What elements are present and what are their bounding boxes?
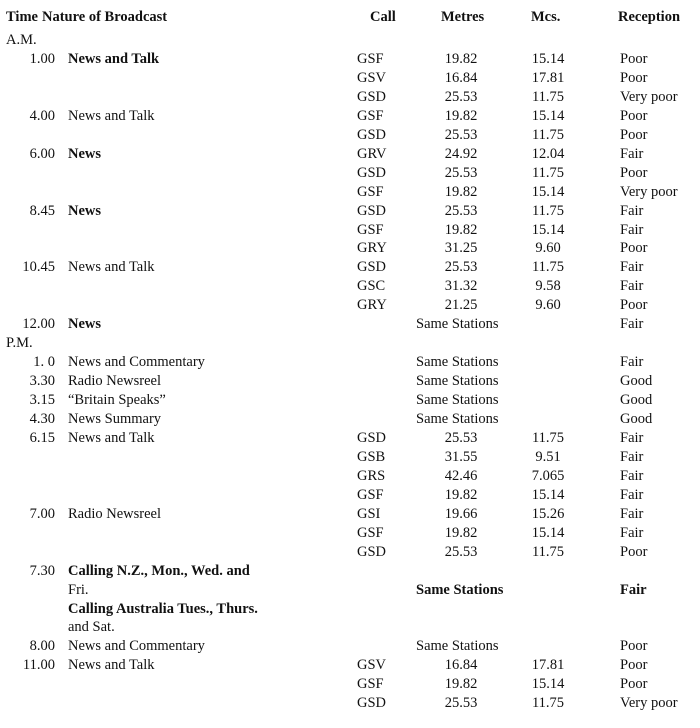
- programme-cell: “Britain Speaks”: [68, 392, 166, 408]
- mcs-cell: 15.14: [531, 184, 565, 200]
- reception-cell: Fair: [620, 582, 647, 598]
- time-cell: 6.15: [29, 430, 55, 446]
- mcs-cell: 11.75: [531, 89, 565, 105]
- mcs-cell: 15.14: [531, 487, 565, 503]
- time-cell: 1. 0: [33, 354, 55, 370]
- reception-cell: Fair: [620, 468, 644, 484]
- same-stations-cell: Same Stations: [416, 392, 499, 408]
- call-sign-cell: GSD: [357, 430, 387, 446]
- mcs-cell: 15.14: [531, 51, 565, 67]
- metres-cell: 19.82: [444, 108, 478, 124]
- reception-cell: Fair: [620, 146, 644, 162]
- metres-cell: 25.53: [444, 695, 478, 711]
- metres-cell: 31.25: [444, 240, 478, 256]
- programme-cell: News: [68, 146, 102, 162]
- reception-cell: Poor: [620, 108, 648, 124]
- programme-cell: News and Talk: [68, 430, 155, 446]
- metres-cell: 42.46: [444, 468, 478, 484]
- call-sign-cell: GSF: [357, 108, 384, 124]
- mcs-cell: 9.51: [535, 449, 561, 465]
- reception-cell: Fair: [620, 506, 644, 522]
- header-mcs: Mcs.: [531, 9, 561, 25]
- metres-cell: 24.92: [444, 146, 478, 162]
- mcs-cell: 15.14: [531, 108, 565, 124]
- reception-cell: Poor: [620, 297, 648, 313]
- programme-cell: News and Talk: [68, 259, 155, 275]
- programme-cell: News: [68, 203, 102, 219]
- call-sign-cell: GSF: [357, 525, 384, 541]
- mcs-cell: 11.75: [531, 127, 565, 143]
- call-sign-cell: GSD: [357, 203, 387, 219]
- reception-cell: Fair: [620, 222, 644, 238]
- reception-cell: Poor: [620, 51, 648, 67]
- mcs-cell: 17.81: [531, 657, 565, 673]
- call-sign-cell: GSF: [357, 487, 384, 503]
- metres-cell: 16.84: [444, 70, 478, 86]
- reception-cell: Poor: [620, 638, 648, 654]
- time-cell: 12.00: [22, 316, 55, 332]
- time-cell: 10.45: [22, 259, 55, 275]
- call-sign-cell: GRY: [357, 297, 387, 313]
- programme-cell: News and Commentary: [68, 638, 205, 654]
- programme-cell: Calling Australia Tues., Thurs.: [68, 601, 258, 617]
- reception-cell: Fair: [620, 430, 644, 446]
- reception-cell: Poor: [620, 240, 648, 256]
- header-reception: Reception: [618, 9, 681, 25]
- time-cell: 3.30: [29, 373, 55, 389]
- call-sign-cell: GRV: [357, 146, 387, 162]
- header-time: Time: [6, 9, 38, 25]
- metres-cell: 31.32: [444, 278, 478, 294]
- mcs-cell: 11.75: [531, 430, 565, 446]
- programme-cell: Fri.: [68, 582, 89, 598]
- call-sign-cell: GSD: [357, 695, 387, 711]
- time-cell: 7.00: [29, 506, 55, 522]
- metres-cell: 16.84: [444, 657, 478, 673]
- programme-cell: News and Talk: [68, 657, 155, 673]
- call-sign-cell: GSB: [357, 449, 386, 465]
- same-stations-cell: Same Stations: [416, 638, 499, 654]
- programme-cell: News and Talk: [68, 51, 160, 67]
- metres-cell: 25.53: [444, 203, 478, 219]
- mcs-cell: 15.14: [531, 525, 565, 541]
- programme-cell: and Sat.: [68, 619, 115, 635]
- call-sign-cell: GSD: [357, 127, 387, 143]
- metres-cell: 19.82: [444, 525, 478, 541]
- call-sign-cell: GSF: [357, 676, 384, 692]
- time-cell: 11.00: [22, 657, 55, 673]
- metres-cell: 19.82: [444, 487, 478, 503]
- reception-cell: Very poor: [620, 695, 678, 711]
- call-sign-cell: GSF: [357, 184, 384, 200]
- mcs-cell: 11.75: [531, 259, 565, 275]
- same-stations-cell: Same Stations: [416, 316, 499, 332]
- mcs-cell: 9.60: [535, 297, 561, 313]
- call-sign-cell: GSD: [357, 165, 387, 181]
- reception-cell: Good: [620, 373, 653, 389]
- mcs-cell: 11.75: [531, 695, 565, 711]
- header-call: Call: [370, 9, 396, 25]
- call-sign-cell: GRS: [357, 468, 386, 484]
- reception-cell: Good: [620, 392, 653, 408]
- metres-cell: 25.53: [444, 259, 478, 275]
- time-cell: 6.00: [29, 146, 55, 162]
- mcs-cell: 9.58: [535, 278, 561, 294]
- time-cell: 8.45: [29, 203, 55, 219]
- programme-cell: News: [68, 316, 102, 332]
- mcs-cell: 15.26: [531, 506, 565, 522]
- metres-cell: 19.82: [444, 676, 478, 692]
- mcs-cell: 11.75: [531, 203, 565, 219]
- reception-cell: Fair: [620, 354, 644, 370]
- same-stations-cell: Same Stations: [416, 582, 504, 598]
- programme-cell: News and Talk: [68, 108, 155, 124]
- call-sign-cell: GSD: [357, 544, 387, 560]
- call-sign-cell: GSV: [357, 657, 387, 673]
- reception-cell: Good: [620, 411, 653, 427]
- metres-cell: 25.53: [444, 89, 478, 105]
- reception-cell: Poor: [620, 127, 648, 143]
- metres-cell: 19.66: [444, 506, 478, 522]
- metres-cell: 19.82: [444, 184, 478, 200]
- reception-cell: Poor: [620, 544, 648, 560]
- programme-cell: Radio Newsreel: [68, 373, 162, 389]
- same-stations-cell: Same Stations: [416, 373, 499, 389]
- reception-cell: Fair: [620, 449, 644, 465]
- metres-cell: 19.82: [444, 222, 478, 238]
- mcs-cell: 12.04: [531, 146, 565, 162]
- time-cell: 8.00: [29, 638, 55, 654]
- reception-cell: Fair: [620, 525, 644, 541]
- mcs-cell: 15.14: [531, 222, 565, 238]
- reception-cell: Very poor: [620, 184, 678, 200]
- mcs-cell: 9.60: [535, 240, 561, 256]
- programme-cell: News Summary: [68, 411, 162, 427]
- mcs-cell: 11.75: [531, 165, 565, 181]
- call-sign-cell: GSI: [357, 506, 381, 522]
- reception-cell: Poor: [620, 70, 648, 86]
- metres-cell: 25.53: [444, 165, 478, 181]
- metres-cell: 25.53: [444, 430, 478, 446]
- same-stations-cell: Same Stations: [416, 411, 499, 427]
- mcs-cell: 11.75: [531, 544, 565, 560]
- programme-cell: Calling N.Z., Mon., Wed. and: [68, 563, 250, 579]
- mcs-cell: 15.14: [531, 676, 565, 692]
- metres-cell: 31.55: [444, 449, 478, 465]
- call-sign-cell: GSD: [357, 259, 387, 275]
- same-stations-cell: Same Stations: [416, 354, 499, 370]
- reception-cell: Fair: [620, 259, 644, 275]
- reception-cell: Fair: [620, 278, 644, 294]
- metres-cell: 19.82: [444, 51, 478, 67]
- reception-cell: Fair: [620, 203, 644, 219]
- reception-cell: Poor: [620, 165, 648, 181]
- metres-cell: 25.53: [444, 544, 478, 560]
- call-sign-cell: GSV: [357, 70, 387, 86]
- section-label: P.M.: [6, 335, 33, 351]
- metres-cell: 21.25: [444, 297, 478, 313]
- call-sign-cell: GSF: [357, 222, 384, 238]
- header-metres: Metres: [441, 9, 485, 25]
- programme-cell: Radio Newsreel: [68, 506, 162, 522]
- section-label: A.M.: [6, 32, 37, 48]
- mcs-cell: 17.81: [531, 70, 565, 86]
- call-sign-cell: GSD: [357, 89, 387, 105]
- call-sign-cell: GSF: [357, 51, 384, 67]
- reception-cell: Fair: [620, 487, 644, 503]
- time-cell: 4.30: [29, 411, 55, 427]
- time-cell: 3.15: [29, 392, 55, 408]
- mcs-cell: 7.065: [531, 468, 565, 484]
- programme-cell: News and Commentary: [68, 354, 205, 370]
- call-sign-cell: GRY: [357, 240, 387, 256]
- time-cell: 1.00: [29, 51, 55, 67]
- metres-cell: 25.53: [444, 127, 478, 143]
- header-nature: Nature of Broadcast: [42, 9, 168, 25]
- reception-cell: Fair: [620, 316, 644, 332]
- reception-cell: Poor: [620, 657, 648, 673]
- reception-cell: Very poor: [620, 89, 678, 105]
- reception-cell: Poor: [620, 676, 648, 692]
- call-sign-cell: GSC: [357, 278, 386, 294]
- time-cell: 7.30: [29, 563, 55, 579]
- time-cell: 4.00: [29, 108, 55, 124]
